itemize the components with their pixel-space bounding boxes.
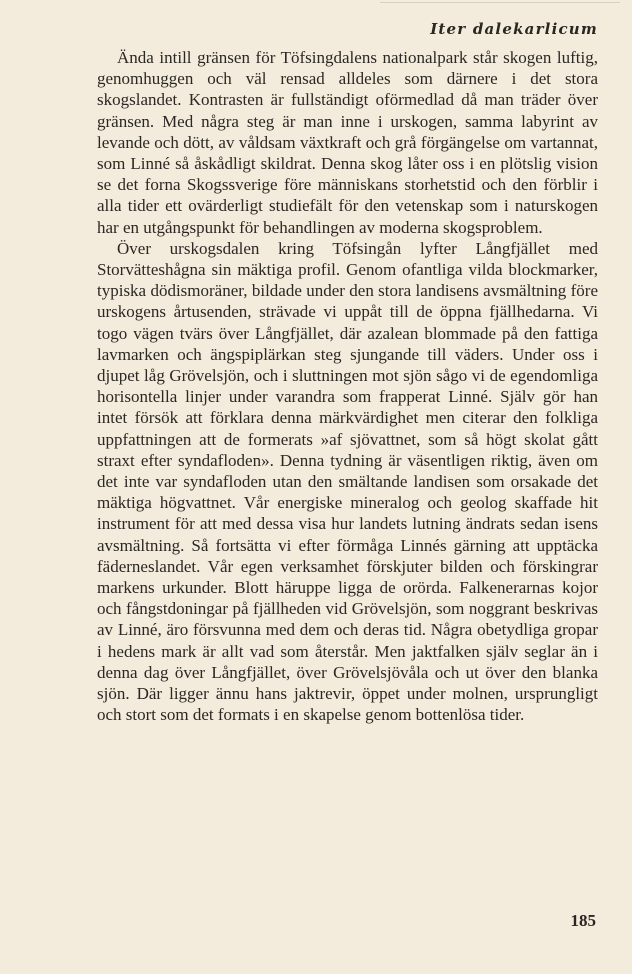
paragraph-1: Ända intill gränsen för Töfsingdalens nationalpark står skogen luftig, genomhuggen och väl rensad alldeles som därnere i det stora skogslandet. Kontrasten är fullständigt oförmedlad då man träder över gränsen. Med några steg är man inne i urskogen, samma labyrint av levande och dött, av våldsam växtkraft och grå förgängelse om vartannat, som Linné så åskådligt skildrat. Denna skog låter oss i en plötslig vision se det forna Skogssverige före människans storhetstid och den förblir i alla tider ett ovärderligt studiefält för den vetenskap som i naturskogen har en utgångspunkt för behandlingen av moderna skogsproblem.	[97, 48, 598, 237]
top-edge-line	[380, 2, 620, 3]
paragraph-2: Över urskogsdalen kring Töfsingån lyfter Långfjället med Storvätteshågna sin mäktiga profil. Genom ofantliga vilda blockmarker, typiska dödismoräner, bildade under den stora landisens avsmältning före urskogens årtusenden, strävade vi uppåt till de öppna fjällhedarna. Vi togo vägen tvärs över Långfjället, där azalean blommade på den fattiga lavmarken och ängspiplärkan steg sjungande till väders. Under oss i djupet låg Grövelsjön, och i sluttningen mot sjön sågo vi de egendomliga horisontella linjer under varandra som frapperat Linné. Själv gör han intet försök att förklara denna märkvärdighet men citerar den folkliga uppfattningen att de formerats »af sjövattnet, som så högt skolat gått straxt efter syndafloden». Denna tydning är väsentligen riktig, även om det inte var syndafloden utan den smältande landisen som orsakade det mäktiga högvattnet. Vår energiske mineralog och geolog skaffade hit instrument för att med dessa visa hur landets lutning ändrats sedan isens avsmältning. Så fortsätta vi efter förmåga Linnés gärning att upptäcka fäderneslandet. Vår egen verksamhet förskjuter bilden och förskingrar markens urkunder. Blott häruppe ligga de orörda. Falkenerarnas kojor och fångstdoningar på fjällheden vid Grövelsjön, som noggrant beskrivas av Linné, äro försvunna med dem och deras tid. Några obetydliga gropar i hedens mark är allt vad som återstår. Men jaktfalken själv seglar än i denna dag över Långfjället, över Grövelsjövåla och ut över den blanka sjön. Där ligger ännu hans jaktrevir, öppet under molnen, ursprungligt och stort som det formats i en skapelse genom bottenlösa tider.	[97, 238, 598, 725]
page-number: 185	[570, 911, 596, 930]
running-head: Iter dalekarlicum	[430, 20, 598, 38]
body-text	[97, 47, 598, 726]
